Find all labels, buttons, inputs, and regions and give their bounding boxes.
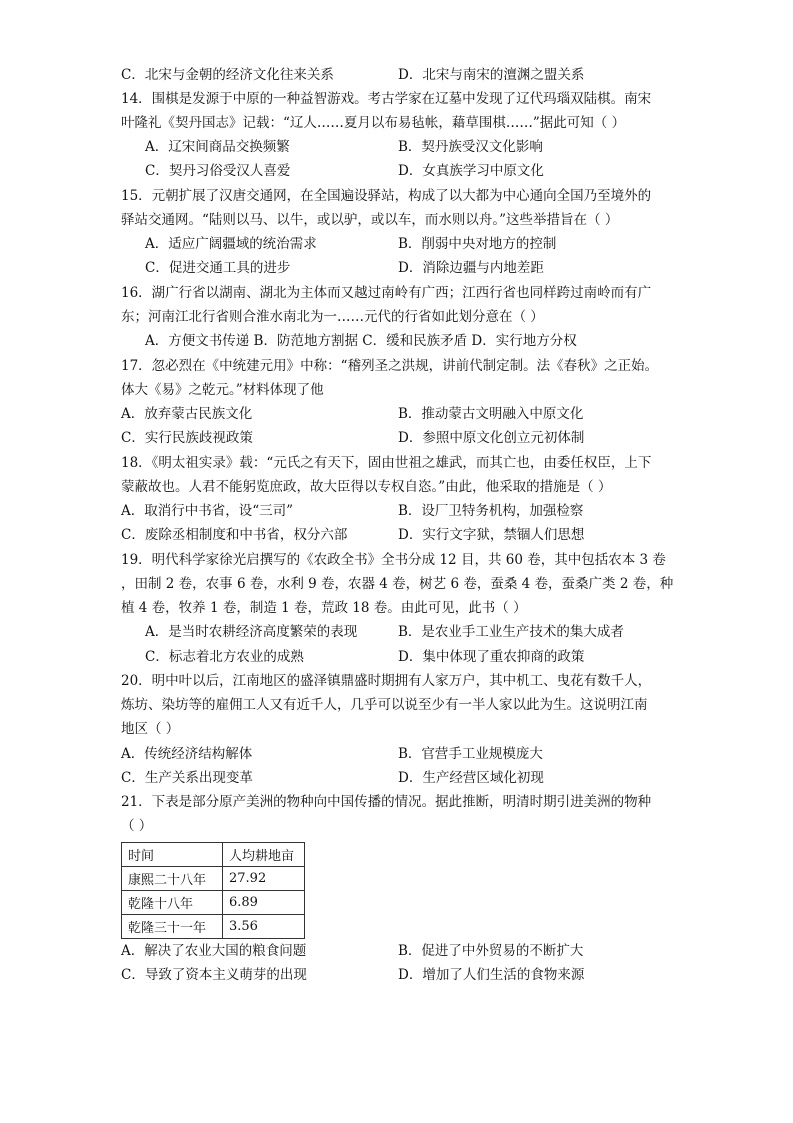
q19-option-b: B．是农业手工业生产技术的集大成者 [398, 624, 624, 640]
q18-option-d: D．实行文字狱，禁锢人们思想 [398, 527, 585, 543]
q21-option-d: D．增加了人们生活的食物来源 [398, 967, 585, 983]
q19-option-c: C．标志着北方农业的成熟 [145, 649, 304, 665]
q19-stem-line3: 植 4 卷，牧养 1 卷，制造 1 卷，荒政 18 卷。由此可见，此书（ ） [121, 600, 527, 616]
table-cell: 乾隆十八年 [122, 891, 223, 915]
q21-option-b: B．促进了中外贸易的不断扩大 [398, 943, 584, 959]
table-cell: 康熙二十八年 [122, 867, 223, 891]
q14-stem-line1: 14．围棋是发源于中原的一种益智游戏。考古学家在辽墓中发现了辽代玛瑙双陆棋。南宋 [121, 91, 652, 107]
table-cell: 27.92 [223, 867, 305, 891]
q20-stem-line2: 炼坊、染坊等的雇佣工人又有近千人，几乎可以说至少有一半人家以此为生。这说明江南 [121, 697, 648, 713]
q16-stem-line1: 16．湖广行省以湖南、湖北为主体而又越过南岭有广西；江西行省也同样跨过南岭而有广 [121, 285, 652, 301]
q15-stem-line2: 驿站交通网。“陆则以马、以牛，或以驴，或以车，而水则以舟。”这些举措旨在（ ） [121, 212, 619, 228]
q15-option-d: D．消除边疆与内地差距 [398, 260, 544, 276]
q16-stem-line2: 东；河南江北行省则合淮水南北为一……元代的行省如此划分意在（ ） [121, 309, 544, 325]
q21-data-table [121, 842, 305, 939]
q13-option-d: D．北宋与南宋的澶渊之盟关系 [398, 67, 585, 83]
q15-option-b: B．削弱中央对地方的控制 [398, 236, 557, 252]
q17-stem-line1: 17．忽必烈在《中统建元用》中称：“稽列圣之洪规，讲前代制定制。法《春秋》之正始。 [121, 358, 659, 374]
table-header-row [122, 843, 305, 867]
q14-option-b: B．契丹族受汉文化影响 [398, 139, 543, 155]
table-row [122, 915, 305, 939]
table-cell: 乾隆三十一年 [122, 915, 223, 939]
q18-option-a: A．取消行中书省，设“三司” [121, 503, 294, 519]
q14-option-a: A．辽宋间商品交换频繁 [145, 139, 290, 155]
table-row [122, 867, 305, 891]
q17-stem-line2: 体大《易》之乾元。”材料体现了他 [121, 382, 324, 398]
q21-option-c: C．导致了资本主义萌芽的出现 [121, 967, 307, 983]
q16-options: A．方便文书传递 B．防范地方割据 C．缓和民族矛盾 D．实行地方分权 [145, 333, 577, 349]
q20-stem-line1: 20．明中叶以后，江南地区的盛泽镇鼎盛时期拥有人家万户，其中机工、曳花有数千人， [121, 673, 652, 689]
q19-stem-line1: 19．明代科学家徐光启撰写的《农政全书》全书分成 12 目，共 60 卷，其中包括农本 3 卷 [121, 552, 666, 568]
q13-option-c: C．北宋与金朝的经济文化往来关系 [121, 67, 334, 83]
q21-stem-line1: 21．下表是部分原产美洲的物种向中国传播的情况。据此推断，明清时期引进美洲的物种 [121, 794, 652, 810]
q21-option-a: A．解决了农业大国的粮食问题 [121, 943, 307, 959]
q15-option-a: A．适应广阔疆域的统治需求 [145, 236, 317, 252]
q18-stem-line2: 蒙蔽故也。人君不能躬览庶政，故大臣得以专权自恣。”由此，他采取的措施是（ ） [121, 479, 612, 495]
table-header-cell: 人均耕地亩 [223, 843, 305, 867]
q21-stem-line2: （ ） [121, 818, 153, 834]
q18-option-c: C．废除丞相制度和中书省，权分六部 [121, 527, 348, 543]
q20-option-d: D．生产经营区域化初现 [398, 770, 544, 786]
q15-stem-line1: 15．元朝扩展了汉唐交通网，在全国遍设驿站，构成了以大都为中心通向全国乃至境外的 [121, 188, 652, 204]
q20-option-a: A．传统经济结构解体 [121, 746, 253, 762]
q14-option-c: C．契丹习俗受汉人喜爱 [145, 163, 291, 179]
q17-option-b: B．推动蒙古文明融入中原文化 [398, 406, 584, 422]
q19-option-d: D．集中体现了重农抑商的政策 [398, 649, 585, 665]
q14-stem-line2: 叶隆礼《契丹国志》记载：“辽人……夏月以布易毡帐，藉草围棋……”据此可知（ ） [121, 115, 626, 131]
q18-stem-line1: 18．《明太祖实录》载：“元氏之有天下，固由世祖之雄武，而其亡也，由委任权臣，上下 [121, 455, 652, 471]
table-header-cell: 时间 [122, 843, 223, 867]
table-cell: 6.89 [223, 891, 305, 915]
q17-option-d: D．参照中原文化创立元初体制 [398, 430, 585, 446]
q20-option-b: B．官营手工业规模庞大 [398, 746, 543, 762]
q19-option-a: A．是当时农耕经济高度繁荣的表现 [145, 624, 358, 640]
q17-option-c: C．实行民族歧视政策 [121, 430, 253, 446]
q19-stem-line2: ，田制 2 卷，农事 6 卷，水利 9 卷，农器 4 卷，树艺 6 卷，蚕桑 4 卷，蚕桑广类 2 卷，种 [121, 576, 674, 592]
q18-option-b: B．设厂卫特务机构，加强检察 [398, 503, 584, 519]
table-cell: 3.56 [223, 915, 305, 939]
table-row [122, 891, 305, 915]
q20-stem-line3: 地区（ ） [121, 721, 180, 737]
q20-option-c: C．生产关系出现变革 [121, 770, 253, 786]
q17-option-a: A．放弃蒙古民族文化 [121, 406, 253, 422]
q15-option-c: C．促进交通工具的进步 [145, 260, 291, 276]
q14-option-d: D．女真族学习中原文化 [398, 163, 544, 179]
